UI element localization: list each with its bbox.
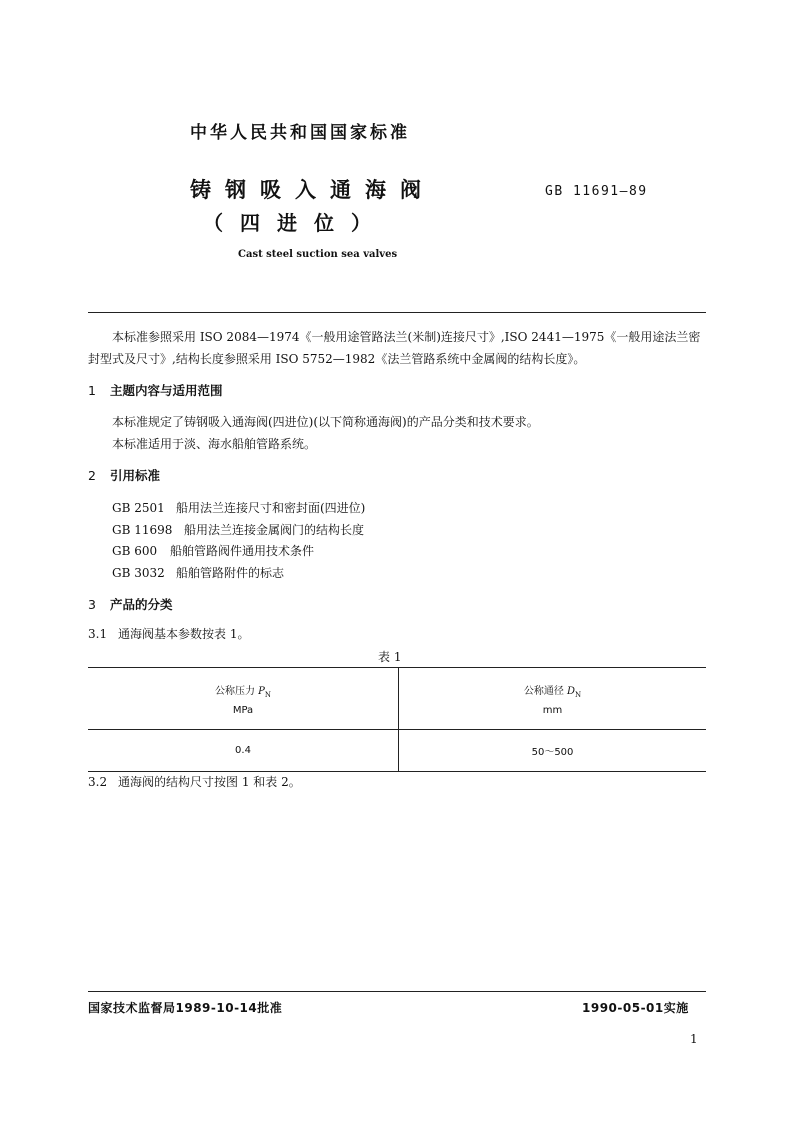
reference-code: GB 3032 xyxy=(112,565,165,580)
section-3-title: 产品的分类 xyxy=(110,597,173,612)
header-cell-pressure xyxy=(88,668,399,730)
effective-line: 1990-05-01实施 xyxy=(582,1001,689,1015)
table-header-row xyxy=(88,668,706,730)
diameter-label-line xyxy=(400,682,705,699)
pressure-symbol: $P_N$ xyxy=(258,685,272,699)
diameter-unit: mm xyxy=(542,704,563,716)
footer-rule xyxy=(88,991,706,992)
english-title: Cast steel suction sea valves xyxy=(238,249,398,260)
section-3-number: 3 xyxy=(88,597,96,612)
reference-code: GB 2501 xyxy=(112,501,165,515)
page-number: 1 xyxy=(690,1032,698,1046)
reference-name: 船用法兰连接尺寸和密封面(四进位) xyxy=(176,501,366,515)
reference-code: GB 600 xyxy=(112,544,158,558)
reference-name: 船用法兰连接金属阀门的结构长度 xyxy=(184,522,365,537)
reference-code: GB 11698 xyxy=(112,522,173,537)
reference-item xyxy=(112,520,365,542)
standard-code: GB 11691—89 xyxy=(545,184,648,199)
intro-text: 本标准参照采用 ISO 2084—1974《一般用途管路法兰(米制)连接尺寸》,ISO 2441—1975《一般用途法兰密封型式及尺寸》,结构长度参照采用 ISO 5752—1982《法兰管路系统中金属阀的结构长度》。 xyxy=(88,330,701,366)
table-1-caption: 表 1 xyxy=(378,650,402,664)
clause-3-1 xyxy=(88,625,249,642)
clause-3-1-number: 3.1 xyxy=(88,627,108,641)
document-subtitle: （四进位） xyxy=(203,211,388,235)
clause-3-1-text: 通海阀基本参数按表 1。 xyxy=(118,627,250,641)
table-row xyxy=(88,730,706,772)
clause-3-2-number: 3.2 xyxy=(88,775,108,789)
pressure-value: 0.4 xyxy=(88,730,399,772)
diameter-label: 公称通径 xyxy=(523,685,564,697)
section-2-number: 2 xyxy=(88,468,96,483)
reference-item xyxy=(112,563,365,585)
intro-paragraph xyxy=(88,326,706,370)
reference-name: 船舶管路阀件通用技术条件 xyxy=(170,544,315,558)
section-1-paragraph-2: 本标准适用于淡、海水船舶管路系统。 xyxy=(112,437,317,451)
section-1-title: 主题内容与适用范围 xyxy=(110,383,223,398)
section-2-heading xyxy=(88,466,160,484)
section-2-title: 引用标准 xyxy=(110,468,161,483)
section-1-heading xyxy=(88,381,223,399)
header-cell-diameter xyxy=(399,668,707,730)
reference-list xyxy=(112,498,365,584)
pressure-label: 公称压力 xyxy=(214,685,255,697)
reference-item xyxy=(112,541,365,563)
section-1-paragraph-1: 本标准规定了铸钢吸入通海阀(四进位)(以下简称通海阀)的产品分类和技术要求。 xyxy=(112,415,539,429)
pressure-unit: MPa xyxy=(232,704,254,716)
clause-3-2-text: 通海阀的结构尺寸按图 1 和表 2。 xyxy=(118,775,301,789)
document-title: 铸钢吸入通海阀 xyxy=(190,178,435,202)
section-3-heading xyxy=(88,595,173,613)
header-rule xyxy=(88,312,706,313)
pressure-label-line xyxy=(89,682,397,699)
diameter-symbol: $D_N$ xyxy=(567,685,582,699)
clause-3-2 xyxy=(88,773,301,790)
diameter-value: 50～500 xyxy=(399,730,707,772)
reference-item xyxy=(112,498,365,520)
table-1 xyxy=(88,667,706,772)
standard-name: 中华人民共和国国家标准 xyxy=(190,123,410,143)
reference-name: 船舶管路附件的标志 xyxy=(176,565,285,580)
approval-line: 国家技术监督局1989-10-14批准 xyxy=(88,1001,283,1015)
section-1-number: 1 xyxy=(88,383,96,398)
